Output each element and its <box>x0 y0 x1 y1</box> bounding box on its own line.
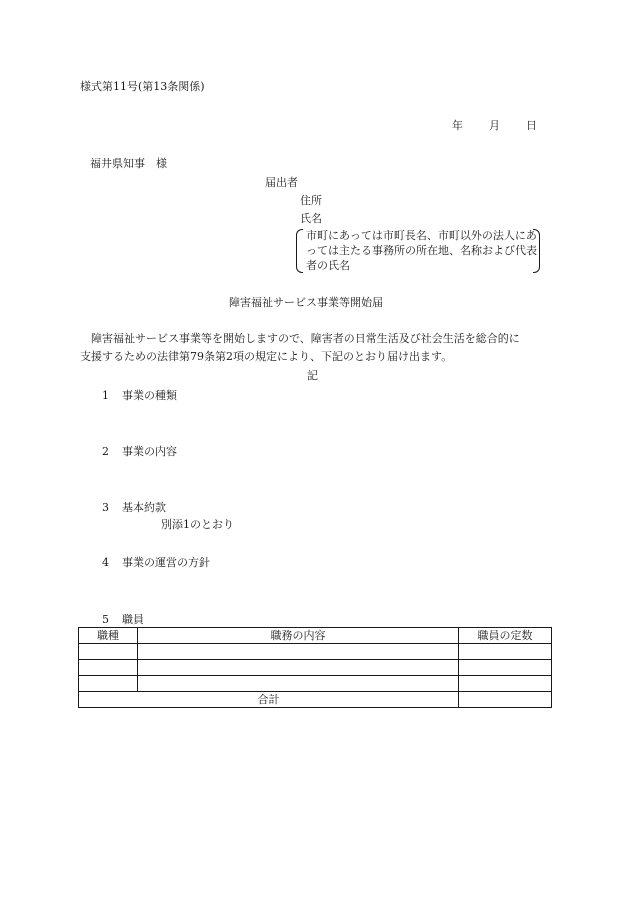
form-number: 様式第11号(第13条関係) <box>80 80 205 93</box>
item-operation-policy <box>102 556 210 570</box>
item-business-content <box>102 445 177 459</box>
item-number: 2 <box>102 445 109 458</box>
left-bracket <box>296 229 303 273</box>
item-number: 1 <box>102 389 109 402</box>
right-bracket <box>533 229 540 273</box>
staff-count-cell[interactable] <box>459 660 552 676</box>
body-line-1: 障害福祉サービス事業等を開始しますので、障害者の日常生活及び社会生活を総合的に <box>91 332 520 345</box>
job-content-cell[interactable] <box>138 676 459 692</box>
item-label: 事業の内容 <box>122 445 177 458</box>
date-month-label: 月 <box>489 119 500 132</box>
item-basic-terms <box>102 501 166 515</box>
addressee: 福井県知事 様 <box>90 157 167 170</box>
address-label: 住所 <box>300 194 322 207</box>
item-number: 5 <box>102 613 109 626</box>
body-line-2: 支援するための法律第79条第2項の規定により、下記のとおり届け出ます。 <box>80 350 453 363</box>
item-number: 4 <box>102 556 109 569</box>
table-header-row <box>79 628 552 644</box>
table-row <box>79 676 552 692</box>
job-type-cell[interactable] <box>79 644 138 660</box>
job-content-cell[interactable] <box>138 644 459 660</box>
item-label: 基本約款 <box>122 501 166 514</box>
date-day-label: 日 <box>526 119 537 132</box>
table-row <box>79 644 552 660</box>
basic-terms-detail: 別添1のとおり <box>161 518 234 531</box>
document-title: 障害福祉サービス事業等開始届 <box>229 296 383 309</box>
date-line <box>452 119 537 133</box>
notifier-bracket-note <box>296 228 536 272</box>
staff-table <box>78 627 552 708</box>
item-number: 3 <box>102 501 109 514</box>
header-job-type: 職種 <box>79 628 138 644</box>
table-total-row <box>79 692 552 708</box>
item-business-type <box>102 389 177 403</box>
total-value-cell[interactable] <box>459 692 552 708</box>
job-content-cell[interactable] <box>138 660 459 676</box>
item-label: 事業の運営の方針 <box>122 556 210 569</box>
body-paragraph <box>80 330 555 366</box>
notifier-label: 届出者 <box>265 176 298 189</box>
name-label: 氏名 <box>300 212 322 225</box>
header-staff-count: 職員の定数 <box>459 628 552 644</box>
item-label: 職員 <box>122 613 144 626</box>
staff-count-cell[interactable] <box>459 676 552 692</box>
item-label: 事業の種類 <box>122 389 177 402</box>
date-year-label: 年 <box>452 119 463 132</box>
ki-heading: 記 <box>307 369 318 382</box>
bracket-note-text: 市町にあっては市町長名、市町以外の法人にあっては主たる事務所の所在地、名称および代表者の氏名 <box>306 229 537 272</box>
table-row <box>79 660 552 676</box>
item-staff <box>102 613 144 627</box>
job-type-cell[interactable] <box>79 660 138 676</box>
total-label: 合計 <box>79 692 459 708</box>
staff-count-cell[interactable] <box>459 644 552 660</box>
job-type-cell[interactable] <box>79 676 138 692</box>
header-job-content: 職務の内容 <box>138 628 459 644</box>
